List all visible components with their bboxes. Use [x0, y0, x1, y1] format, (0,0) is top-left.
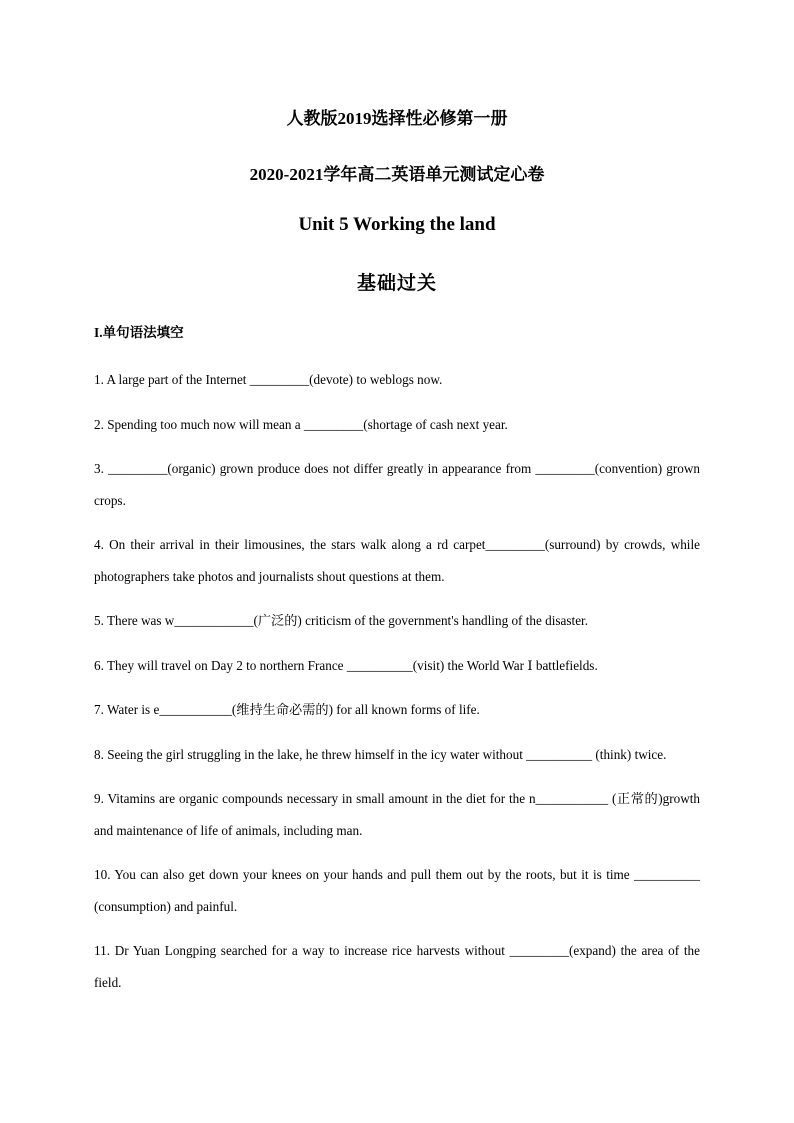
question-item: 1. A large part of the Internet _________(devote) to weblogs now.	[94, 372, 443, 387]
question-list	[94, 364, 700, 1011]
section-heading: I.单句语法填空	[94, 325, 184, 340]
question-item: 11. Dr Yuan Longping searched for a way to increase rice harvests without _________(expand) the area of the field.	[94, 943, 700, 990]
question-item: 6. They will travel on Day 2 to northern France __________(visit) the World War Ⅰ battlefields.	[94, 657, 598, 673]
unit-title: Unit 5 Working the land	[298, 214, 496, 235]
question-item: 5. There was w____________(广泛的) criticism of the government's handling of the disaster.	[94, 613, 589, 628]
question-item: 3. _________(organic) grown produce does not differ greatly in appearance from _________(convention) grown crops.	[94, 461, 700, 508]
question-item: 9. Vitamins are organic compounds necessary in small amount in the diet for the n___________ (正常的)growth and maintenance of life of animals, including man.	[94, 791, 700, 838]
question-item: 4. On their arrival in their limousines, the stars walk along a rd carpet_________(surround) by crowds, while photographers take photos and journalists shout questions at them.	[94, 537, 700, 584]
test-title: 2020-2021学年高二英语单元测试定心卷	[249, 165, 545, 184]
question-item: 8. Seeing the girl struggling in the lake, he threw himself in the icy water without __________ (think) twice.	[94, 746, 667, 762]
level-title: 基础过关	[356, 273, 437, 294]
question-item: 2. Spending too much now will mean a _________(shortage of cash next year.	[94, 416, 508, 432]
question-item: 7. Water is e___________(维持生命必需的) for all known forms of life.	[94, 702, 480, 717]
textbook-title: 人教版2019选择性必修第一册	[286, 109, 508, 128]
question-item: 10. You can also get down your knees on your hands and pull them out by the roots, but it is time __________ (consumption) and painful.	[94, 867, 700, 914]
